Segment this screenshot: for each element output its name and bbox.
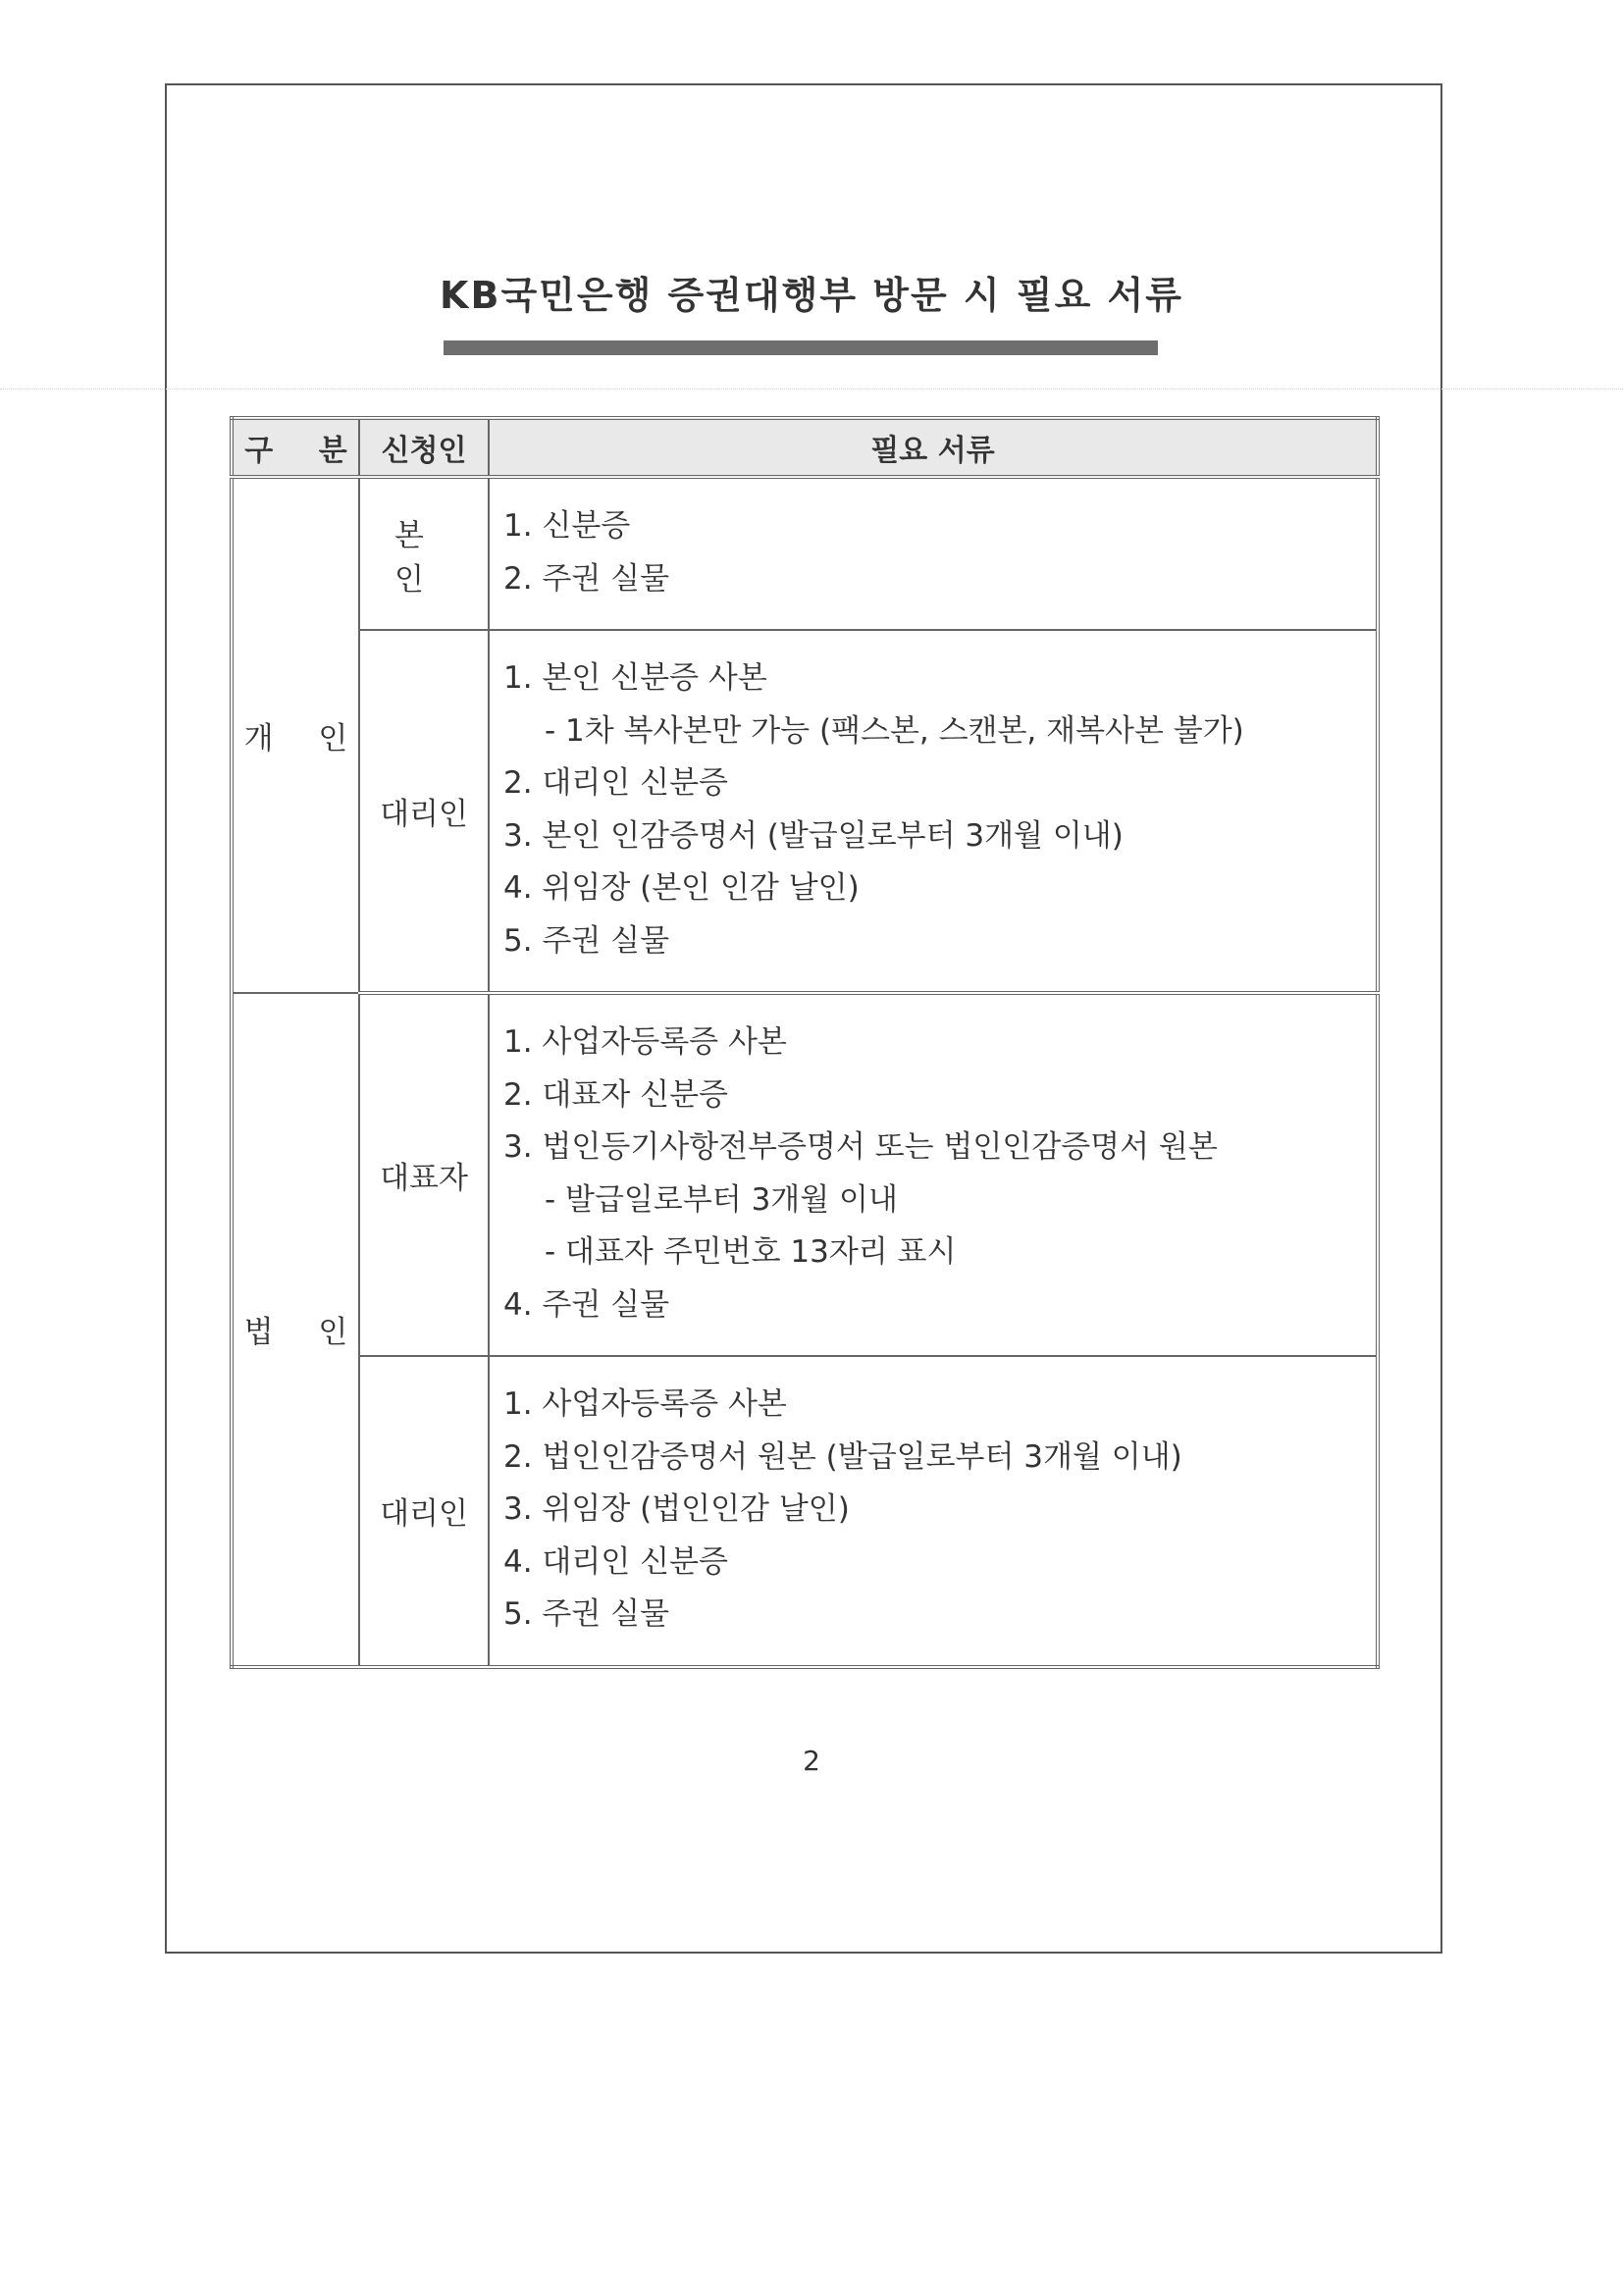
document-item: 5. 주권 실물 <box>503 922 670 959</box>
header-applicant: 신청인 <box>359 418 489 477</box>
document-item: 1. 사업자등록증 사본 <box>503 1024 787 1060</box>
document-subitem: - 1차 복사본만 가능 (팩스본, 스캔본, 재복사본 불가) <box>545 712 1244 749</box>
required-documents-table <box>230 416 1380 1669</box>
documents-list <box>489 993 1378 1356</box>
table-row <box>232 477 1378 630</box>
header-category: 구 분 <box>232 418 359 477</box>
applicant-self: 본 인 <box>359 477 489 630</box>
document-item: 3. 위임장 (법인인감 날인) <box>503 1491 850 1527</box>
document-item: 4. 위임장 (본인 인감 날인) <box>503 870 860 906</box>
document-title: KB국민은행 증권대행부 방문 시 필요 서류 <box>440 274 1183 317</box>
category-corporation: 법 인 <box>232 993 359 1667</box>
applicant-representative: 대표자 <box>359 993 489 1356</box>
document-subitem: - 발급일로부터 3개월 이내 <box>545 1181 898 1218</box>
documents-list <box>489 630 1378 993</box>
document-item: 1. 신분증 <box>503 508 631 544</box>
document-item: 4. 대리인 신분증 <box>503 1543 728 1580</box>
page-number: 2 <box>803 1745 820 1777</box>
table-header-row <box>232 418 1378 477</box>
documents-list <box>489 477 1378 630</box>
document-item: 2. 주권 실물 <box>503 560 670 597</box>
applicant-agent: 대리인 <box>359 630 489 993</box>
table-row <box>232 630 1378 993</box>
title-underline-bar <box>444 340 1158 355</box>
applicant-agent: 대리인 <box>359 1356 489 1667</box>
document-item: 4. 주권 실물 <box>503 1286 670 1323</box>
document-item: 1. 본인 신분증 사본 <box>503 660 767 696</box>
document-subitem: - 대표자 주민번호 13자리 표시 <box>545 1234 957 1270</box>
document-item: 2. 대리인 신분증 <box>503 765 728 801</box>
documents-list <box>489 1356 1378 1667</box>
header-documents: 필요 서류 <box>489 418 1378 477</box>
category-individual: 개 인 <box>232 477 359 993</box>
document-item: 3. 법인등기사항전부증명서 또는 법인인감증명서 원본 <box>503 1129 1218 1165</box>
document-item: 5. 주권 실물 <box>503 1596 670 1632</box>
table-row <box>232 1356 1378 1667</box>
scan-artifact-line <box>0 389 1623 390</box>
document-item: 3. 본인 인감증명서 (발급일로부터 3개월 이내) <box>503 817 1124 854</box>
table-row <box>232 993 1378 1356</box>
document-item: 2. 대표자 신분증 <box>503 1076 728 1113</box>
document-item: 2. 법인인감증명서 원본 (발급일로부터 3개월 이내) <box>503 1438 1182 1475</box>
document-item: 1. 사업자등록증 사본 <box>503 1386 787 1422</box>
